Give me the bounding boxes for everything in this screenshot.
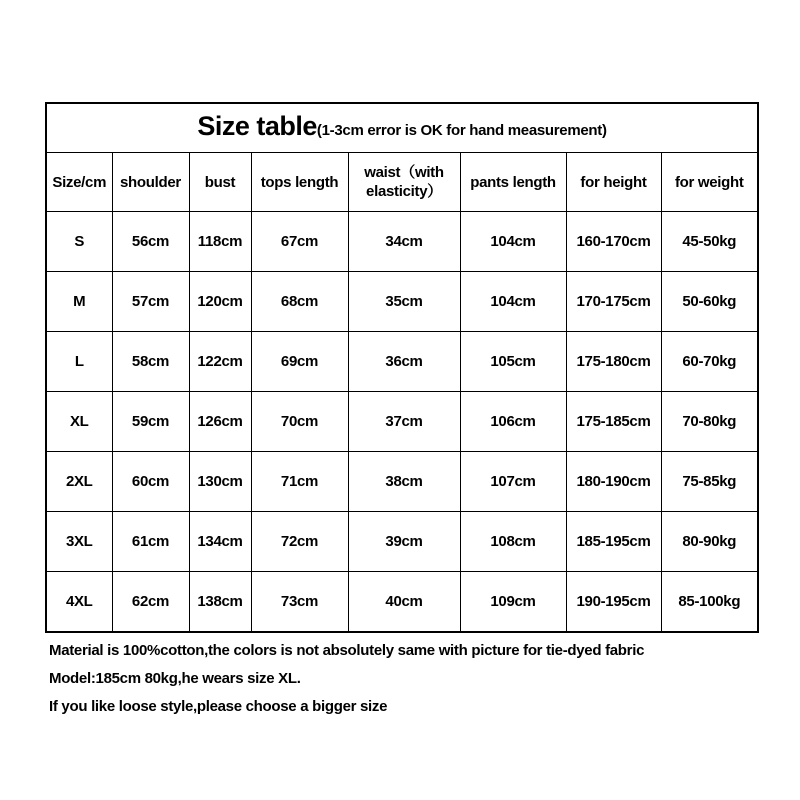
- cell-size: S: [46, 212, 112, 272]
- cell-pants-length: 104cm: [460, 272, 566, 332]
- cell-for-weight: 80-90kg: [661, 512, 758, 572]
- table-row: [46, 272, 758, 332]
- cell-bust: 126cm: [189, 392, 251, 452]
- cell-bust: 134cm: [189, 512, 251, 572]
- cell-size: M: [46, 272, 112, 332]
- table-row: [46, 392, 758, 452]
- cell-waist: 34cm: [348, 212, 460, 272]
- cell-tops-length: 73cm: [251, 572, 348, 633]
- cell-tops-length: 72cm: [251, 512, 348, 572]
- cell-pants-length: 104cm: [460, 212, 566, 272]
- cell-waist: 38cm: [348, 452, 460, 512]
- table-title: [46, 103, 758, 153]
- table-row: [46, 212, 758, 272]
- header-for-weight: for weight: [661, 153, 758, 212]
- cell-waist: 37cm: [348, 392, 460, 452]
- cell-waist: 35cm: [348, 272, 460, 332]
- header-waist: waist（with elasticity）: [348, 153, 460, 212]
- cell-tops-length: 70cm: [251, 392, 348, 452]
- cell-shoulder: 60cm: [112, 452, 189, 512]
- note-fit: If you like loose style,please choose a bigger size: [49, 698, 388, 715]
- cell-pants-length: 108cm: [460, 512, 566, 572]
- cell-size: 4XL: [46, 572, 112, 633]
- notes: [49, 638, 757, 722]
- table-body: [46, 212, 758, 633]
- table-row: [46, 572, 758, 633]
- cell-size: 2XL: [46, 452, 112, 512]
- title-row: [46, 103, 758, 153]
- cell-for-height: 185-195cm: [566, 512, 661, 572]
- cell-size: XL: [46, 392, 112, 452]
- cell-size: 3XL: [46, 512, 112, 572]
- cell-shoulder: 61cm: [112, 512, 189, 572]
- cell-shoulder: 56cm: [112, 212, 189, 272]
- cell-pants-length: 109cm: [460, 572, 566, 633]
- cell-for-height: 175-180cm: [566, 332, 661, 392]
- cell-for-height: 180-190cm: [566, 452, 661, 512]
- cell-for-height: 190-195cm: [566, 572, 661, 633]
- cell-shoulder: 59cm: [112, 392, 189, 452]
- cell-for-height: 175-185cm: [566, 392, 661, 452]
- cell-shoulder: 58cm: [112, 332, 189, 392]
- cell-for-weight: 70-80kg: [661, 392, 758, 452]
- cell-bust: 118cm: [189, 212, 251, 272]
- header-shoulder: shoulder: [112, 153, 189, 212]
- cell-for-weight: 50-60kg: [661, 272, 758, 332]
- note-model: Model:185cm 80kg,he wears size XL.: [49, 670, 301, 687]
- cell-for-weight: 75-85kg: [661, 452, 758, 512]
- cell-tops-length: 71cm: [251, 452, 348, 512]
- cell-for-weight: 45-50kg: [661, 212, 758, 272]
- cell-shoulder: 62cm: [112, 572, 189, 633]
- cell-size: L: [46, 332, 112, 392]
- header-row: [46, 153, 758, 212]
- header-pants-length: pants length: [460, 153, 566, 212]
- cell-tops-length: 68cm: [251, 272, 348, 332]
- title-subtitle: (1-3cm error is OK for hand measurement): [316, 121, 607, 139]
- cell-tops-length: 69cm: [251, 332, 348, 392]
- header-bust: bust: [189, 153, 251, 212]
- cell-for-weight: 85-100kg: [661, 572, 758, 633]
- table-row: [46, 332, 758, 392]
- cell-pants-length: 106cm: [460, 392, 566, 452]
- cell-for-weight: 60-70kg: [661, 332, 758, 392]
- cell-pants-length: 107cm: [460, 452, 566, 512]
- cell-shoulder: 57cm: [112, 272, 189, 332]
- cell-pants-length: 105cm: [460, 332, 566, 392]
- size-table: [45, 102, 759, 633]
- cell-bust: 122cm: [189, 332, 251, 392]
- cell-bust: 130cm: [189, 452, 251, 512]
- cell-for-height: 160-170cm: [566, 212, 661, 272]
- cell-tops-length: 67cm: [251, 212, 348, 272]
- title-main: Size table: [197, 110, 317, 141]
- size-chart: [45, 102, 757, 722]
- cell-bust: 120cm: [189, 272, 251, 332]
- cell-waist: 39cm: [348, 512, 460, 572]
- cell-for-height: 170-175cm: [566, 272, 661, 332]
- header-tops-length: tops length: [251, 153, 348, 212]
- cell-bust: 138cm: [189, 572, 251, 633]
- table-row: [46, 452, 758, 512]
- cell-waist: 40cm: [348, 572, 460, 633]
- header-size: Size/cm: [46, 153, 112, 212]
- cell-waist: 36cm: [348, 332, 460, 392]
- header-for-height: for height: [566, 153, 661, 212]
- note-material: Material is 100%cotton,the colors is not absolutely same with picture for tie-dyed fabric: [49, 642, 645, 659]
- table-row: [46, 512, 758, 572]
